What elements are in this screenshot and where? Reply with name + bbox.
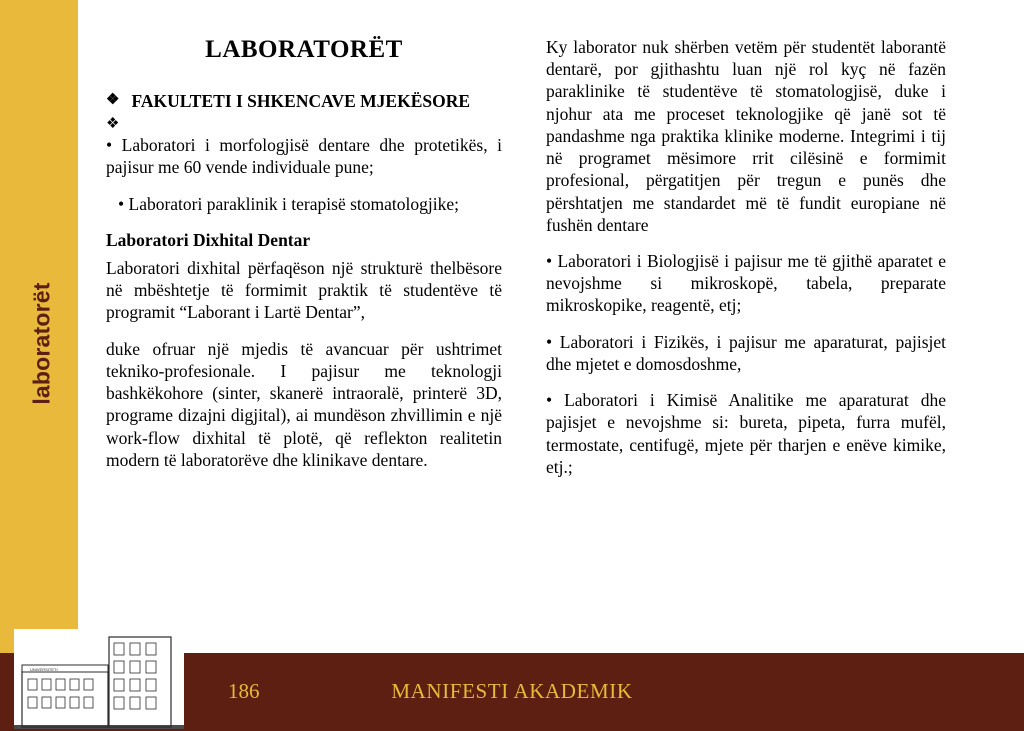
right-text-column (546, 36, 946, 492)
svg-text:UNIVERSITETI: UNIVERSITETI (30, 667, 58, 672)
section-side-label: laboratorët (28, 282, 55, 405)
left-paragraph-1: • Laboratori i morfologjisë dentare dhe protetikës, i pajisur me 60 vende individuale pune; (106, 135, 502, 178)
footer-title: MANIFESTI AKADEMIK (391, 679, 633, 703)
right-paragraph-4: • Laboratori i Kimisë Analitike me aparaturat dhe pajisjet e nevojshme si: bureta, pipeta, furra mufël, termostate, centifugë, mjete për tharjen e enëve kimike, etj.; (546, 390, 946, 477)
faculty-heading: FAKULTETI I SHKENCAVE MJEKËSORE (131, 91, 471, 111)
diamond-bullet-icon: ❖ (106, 92, 120, 108)
left-text-column (106, 36, 502, 485)
right-paragraph-1: Ky laborator nuk shërben vetëm për studentët laborantë dentarë, por gjithashtu luan një rol kyç në fazën paraklinike të studentëve të stomatologjisë, duke i njohur ata me proceset teknologjike që janë sot të pandashme nga praktika klinike moderne. Integrimi i tij në programet mësimore rrit cilësinë e formimit profesional, përgatitjen për tregun e punës dhe përshtatjen me standardet më të fundit europiane në fushën dentare (546, 37, 946, 235)
right-paragraph-2: • Laboratori i Biologjisë i pajisur me të gjithë aparatet e nevojshme si mikroskopë, tabela, preparate mikroskopike, reagentë, etj; (546, 250, 946, 316)
building-illustration-icon (14, 629, 184, 729)
left-band-edge (0, 0, 18, 653)
footer-page-number: 186 (228, 679, 260, 703)
diamond-bullet-icon-2: ❖ (106, 115, 120, 132)
left-body-paragraph-2: duke ofruar një mjedis të avancuar për ushtrimet tekniko-profesionale. I pajisur me teknologji bashkëkohore (sinter, skanerë intraoralë, printerë 3D, programe dizajni digjital), ai mundëson zhvillimin e një work-flow dixhital të plotë, që reflekton realitetin modern të laboratorëve dhe klinikave dentare. (106, 338, 502, 470)
left-body-paragraph-1: Laboratori dixhital përfaqëson një strukturë thelbësore në mbështetje të formimit praktik të studentëve të programit “Laborant i Lartë Dentar”, (106, 258, 502, 323)
left-subheading: Laboratori Dixhital Dentar (106, 229, 311, 250)
page-title: LABORATORËT (205, 36, 403, 63)
left-paragraph-2: • Laboratori paraklinik i terapisë stomatologjike; (118, 193, 459, 214)
faculty-heading-row (106, 90, 502, 114)
right-paragraph-3: • Laboratori i Fizikës, i pajisur me aparaturat, pajisjet dhe mjetet e domosdoshme, (546, 331, 946, 374)
